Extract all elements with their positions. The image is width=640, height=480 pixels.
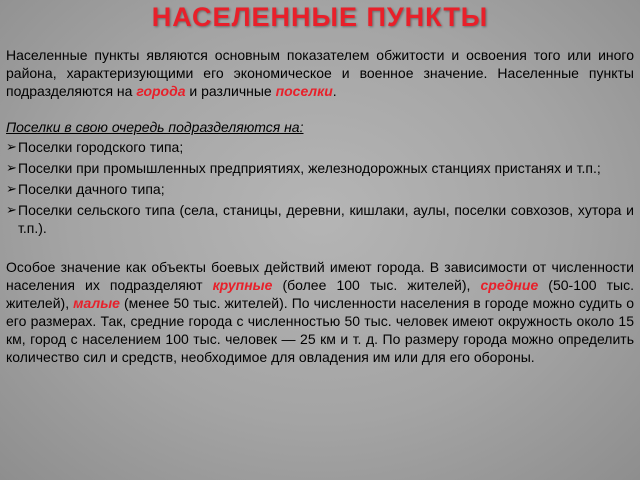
intro-text-2: и различные	[185, 83, 276, 99]
closing-paragraph	[6, 258, 634, 366]
highlight-large: крупные	[212, 277, 273, 293]
arrow-bullet-icon: ➢	[6, 202, 17, 217]
intro-paragraph	[6, 46, 634, 100]
arrow-bullet-icon: ➢	[6, 160, 17, 175]
highlight-small: малые	[73, 295, 120, 311]
closing-text-4: (менее 50 тыс. жителей). По численности населения в городе можно судить о его размерах. Так, средние города с численностью 50 тыс. человек имеют окружность около 15 км, город с населением 100 тыс. человек — 25 км и т. д. По размеру города можно определить количество сил и средств, необходимое для овладения им или для его обороны.	[6, 295, 634, 365]
list-item-text: Поселки при промышленных предприятиях, железнодорожных станциях пристанях и т.п.;	[18, 160, 601, 176]
list-item-text: Поселки дачного типа;	[18, 181, 165, 197]
list-item-text: Поселки сельского типа (села, станицы, деревни, кишлаки, аулы, поселки совхозов, хутора и т.п.).	[18, 202, 634, 236]
highlight-cities: города	[136, 83, 186, 99]
list-item	[6, 159, 634, 177]
intro-text-1: Населенные пункты являются основным показателем обжитости и освоения того или иного района, характеризующими его экономическое и военное значение. Населенные пункты подразделяются на	[6, 47, 634, 99]
closing-text-2: (более 100 тыс. жителей),	[272, 277, 481, 293]
list-item	[6, 201, 634, 237]
content-area	[6, 46, 634, 366]
list-item	[6, 138, 634, 156]
highlight-medium: средние	[480, 277, 539, 293]
list-item-text: Поселки городского типа;	[18, 139, 184, 155]
arrow-bullet-icon: ➢	[6, 139, 17, 154]
highlight-settlements: поселки	[275, 83, 333, 99]
list-item	[6, 180, 634, 198]
intro-text-3: .	[332, 83, 337, 99]
page-title: НАСЕЛЕННЫЕ ПУНКТЫ	[151, 2, 489, 32]
closing-text-3: (50-100 тыс. жителей),	[6, 277, 634, 311]
closing-text-1: Особое значение как объекты боевых действий имеют города. В зависимости от численности населения их подразделяют	[6, 259, 634, 293]
subheading: Поселки в свою очередь подразделяются на:	[6, 119, 304, 135]
arrow-bullet-icon: ➢	[6, 181, 17, 196]
bullet-list	[6, 138, 634, 237]
